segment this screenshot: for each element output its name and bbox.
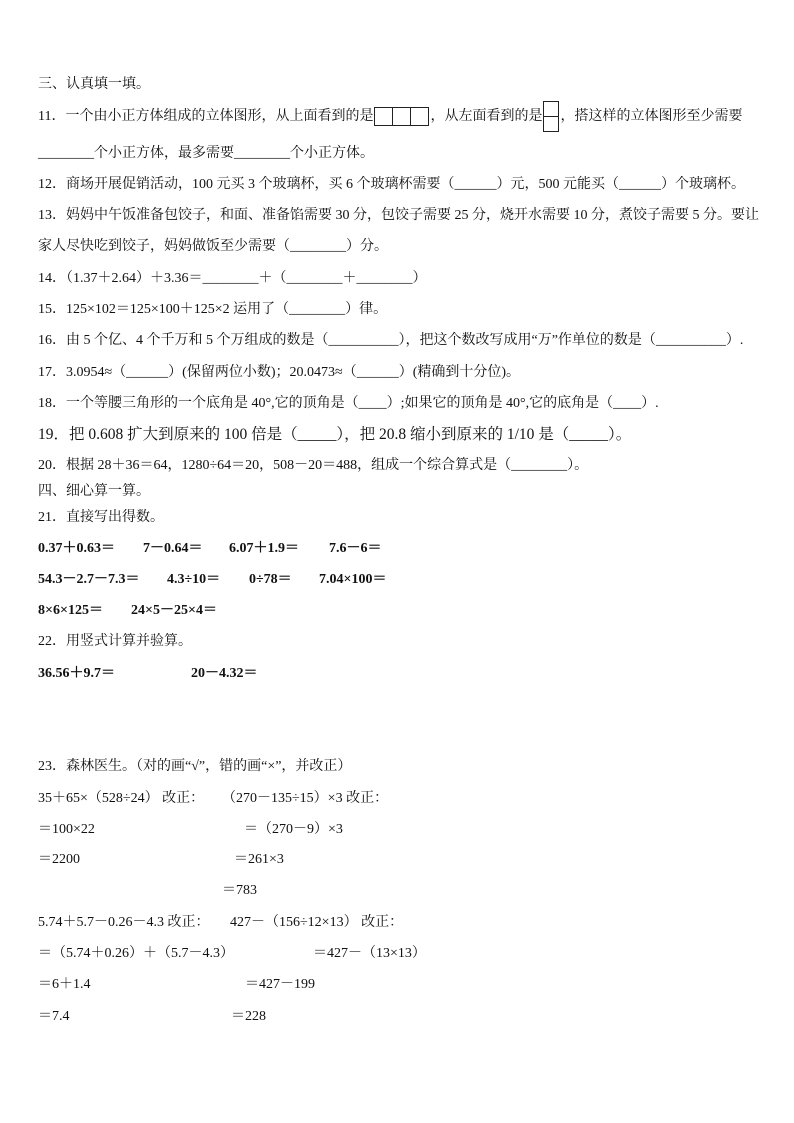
calc-item: 4.3÷10＝ (167, 572, 221, 587)
calc-item: 7.6－6＝ (329, 541, 382, 556)
problem-d-line: ＝427－199 (245, 977, 315, 992)
calc-item: 54.3－2.7－7.3＝ (38, 572, 140, 587)
calc-item: 24×5－25×4＝ (131, 603, 217, 618)
problem-c-line: ＝6＋1.4 (38, 977, 91, 992)
question-21-prompt: 21．直接写出得数。 (38, 510, 164, 525)
vertical-calc-item: 20－4.32＝ (191, 666, 258, 681)
calc-item: 8×6×125＝ (38, 603, 103, 618)
left-view-figure (543, 101, 559, 132)
question-22-prompt: 22．用竖式计算并验算。 (38, 634, 192, 649)
question-18: 18．一个等腰三角形的一个底角是 40°,它的顶角是（____）;如果它的顶角是 40°,它的底角是（____）. (38, 396, 659, 411)
section-calc-heading: 四、细心算一算。 (38, 484, 150, 499)
problem-d-line: 427－（156÷12×13） 改正： (230, 915, 404, 930)
calc-item: 7.04×100＝ (319, 572, 387, 587)
cube-face-square (410, 107, 429, 126)
problem-a-line: ＝2200 (38, 852, 80, 867)
question-11-text-b: ，从左面看到的是 (430, 109, 543, 124)
problem-d-line: ＝228 (231, 1009, 266, 1024)
calc-item: 0.37＋0.63＝ (38, 541, 115, 556)
question-12: 12．商场开展促销活动，100 元买 3 个玻璃杯，买 6 个玻璃杯需要（______）元，500 元能买（______）个玻璃杯。 (38, 177, 745, 192)
top-view-figure (374, 107, 429, 126)
question-14: 14．（1.37＋2.64）＋3.36＝________＋（________＋________） (38, 271, 427, 286)
problem-b-line: ＝（270－9）×3 (244, 822, 343, 837)
cube-face-square (374, 107, 393, 126)
question-11-text-c: ，搭这样的立体图形至少需要 (560, 109, 743, 124)
calc-item: 6.07＋1.9＝ (229, 541, 299, 556)
cube-face-square (392, 107, 411, 126)
problem-c-line: 5.74＋5.7－0.26－4.3 改正： (38, 915, 210, 930)
question-20: 20．根据 28＋36＝64，1280÷64＝20，508－20＝488，组成一个综合算式是（________）。 (38, 458, 589, 473)
cube-face-square (543, 116, 559, 132)
question-23-prompt: 23．森林医生。（对的画“√”，错的画“×”，并改正） (38, 759, 352, 774)
problem-b-line: （270－135÷15）×3 改正： (222, 791, 389, 806)
vertical-calc-item: 36.56＋9.7＝ (38, 666, 115, 681)
calc-item: 7－0.64＝ (143, 541, 203, 556)
question-19: 19．把 0.608 扩大到原来的 100 倍是（_____），把 20.8 缩小到原来的 1/10 是（_____）。 (38, 426, 632, 443)
problem-d-line: ＝427－（13×13） (313, 946, 426, 961)
question-13-line-2: 家人尽快吃到饺子，妈妈做饭至少需要（________）分。 (38, 239, 388, 254)
question-15: 15．125×102＝125×100＋125×2 运用了（________）律。 (38, 302, 388, 317)
question-17: 17．3.0954≈（______）(保留两位小数)；20.0473≈（______）(精确到十分位)。 (38, 365, 521, 380)
question-11-line-1 (38, 107, 742, 127)
problem-a-line: 35＋65×（528÷24） 改正： (38, 791, 205, 806)
section-fill-heading: 三、认真填一填。 (38, 77, 150, 92)
problem-b-line: ＝261×3 (234, 852, 284, 867)
problem-b-line: ＝783 (222, 883, 257, 898)
question-11-line-2: ________个小正方体，最多需要________个小正方体。 (38, 146, 374, 161)
question-13-line-1: 13．妈妈中午饭准备包饺子，和面、准备馅需要 30 分，包饺子需要 25 分，烧开水需要 10 分，煮饺子需要 5 分。要让 (38, 208, 759, 223)
calc-item: 0÷78＝ (249, 572, 292, 587)
question-16: 16．由 5 个亿、4 个千万和 5 个万组成的数是（__________），把这个数改写成用“万”作单位的数是（__________）. (38, 333, 744, 348)
cube-face-square (543, 101, 559, 117)
problem-c-line: ＝（5.74＋0.26）＋（5.7－4.3） (38, 946, 234, 961)
question-11-text-a: 11．一个由小正方体组成的立体图形，从上面看到的是 (38, 109, 374, 124)
problem-c-line: ＝7.4 (38, 1009, 70, 1024)
problem-a-line: ＝100×22 (38, 822, 95, 837)
